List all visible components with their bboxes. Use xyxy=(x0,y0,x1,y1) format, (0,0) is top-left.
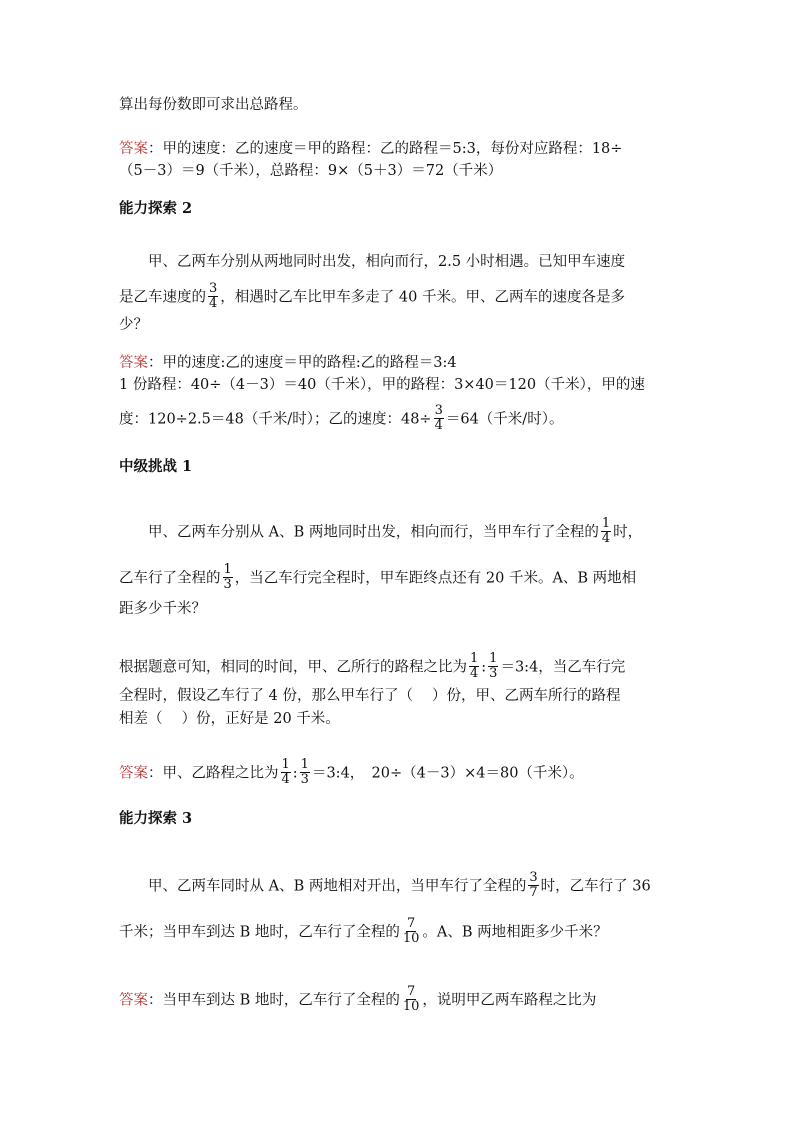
answer-label: 答案 xyxy=(119,355,148,371)
section-heading: 能力探索 3 xyxy=(119,810,193,827)
answer-line: 度：120÷2.5＝48（千米/时）；乙的速度：48÷ $\frac{3}{4}$ ＝64（千米/时）。 xyxy=(119,403,564,433)
answer-line: 答案：甲的速度:乙的速度＝甲的路程:乙的路程＝3:4 xyxy=(119,355,457,371)
fraction: $\frac{7}{10}$ xyxy=(402,916,420,946)
answer-label: 答案 xyxy=(119,141,148,157)
text-line: 算出每份数即可求出总路程。 xyxy=(119,97,308,113)
question-line: 距多少千米？ xyxy=(119,601,206,617)
fraction: $\frac{3}{7}$ xyxy=(529,870,538,900)
answer-line: 答案：当甲车到达 B 地时，乙车行了全程的 $\frac{7}{10}$ ，说明甲乙两车路程之比为 xyxy=(119,984,597,1014)
answer-label: 答案 xyxy=(119,992,148,1009)
answer-line: 1 份路程：40÷（4－3）＝40（千米），甲的路程：3×40＝120（千米），甲的速 xyxy=(119,377,645,393)
question-line: 乙车行了全程的 $\frac{1}{3}$ ，当乙车行完全程时，甲车距终点还有 20 千米。A、B 两地相 xyxy=(119,562,637,592)
text-line: 全程时，假设乙车行了 4 份，那么甲车行了（ ）份，甲、乙两车所行的路程 xyxy=(119,688,621,704)
text-line: 相差（ ）份，正好是 20 千米。 xyxy=(119,711,340,727)
fraction: $\frac{7}{10}$ xyxy=(402,984,420,1014)
question-line: 甲、乙两车分别从 A、B 两地同时出发，相向而行，当甲车行了全程的 $\frac{1}{4}$ 时， xyxy=(148,516,643,546)
section-heading: 能力探索 2 xyxy=(119,200,193,217)
fraction: $\frac{3}{4}$ xyxy=(434,403,443,433)
question-line: 是乙车速度的 $\frac{3}{4}$ ，相遇时乙车比甲车多走了 40 千米。甲、乙两车的速度各是多 xyxy=(119,281,625,311)
fraction: $\frac{1}{3}$ xyxy=(300,757,309,787)
question-line: 甲、乙两车分别从两地同时出发，相向而行，2.5 小时相遇。已知甲车速度 xyxy=(148,254,626,270)
section-heading: 中级挑战 1 xyxy=(119,458,193,475)
fraction: $\frac{1}{3}$ xyxy=(489,651,498,681)
fraction: $\frac{3}{4}$ xyxy=(209,281,218,311)
question-line: 甲、乙两车同时从 A、B 两地相对开出，当甲车行了全程的 $\frac{3}{7}$ 时，乙车行了 36 xyxy=(148,870,651,900)
answer-line: 答案：甲、乙路程之比为 $\frac{1}{4}$ : $\frac{1}{3}$ ＝3:4， 20÷（4－3）×4＝80（千米）。 xyxy=(119,757,584,787)
text-line: 根据题意可知，相同的时间，甲、乙所行的路程之比为 $\frac{1}{4}$ : $\frac{1}{3}$ ＝3:4，当乙车行完 xyxy=(119,651,626,681)
question-line: 千米；当甲车到达 B 地时，乙车行了全程的 $\frac{7}{10}$ 。A、B 两地相距多少千米？ xyxy=(119,916,608,946)
fraction: $\frac{1}{4}$ xyxy=(470,651,479,681)
fraction: $\frac{1}{4}$ xyxy=(601,516,611,546)
answer-line: （5－3）＝9（千米），总路程：9×（5＋3）＝72（千米） xyxy=(119,163,503,179)
answer-label: 答案 xyxy=(119,765,148,782)
answer-line: 答案：甲的速度：乙的速度＝甲的路程：乙的路程＝5:3，每份对应路程：18÷ xyxy=(119,141,623,157)
fraction: $\frac{1}{3}$ xyxy=(223,562,232,592)
question-line: 少？ xyxy=(119,317,148,333)
fraction: $\frac{1}{4}$ xyxy=(281,757,290,787)
